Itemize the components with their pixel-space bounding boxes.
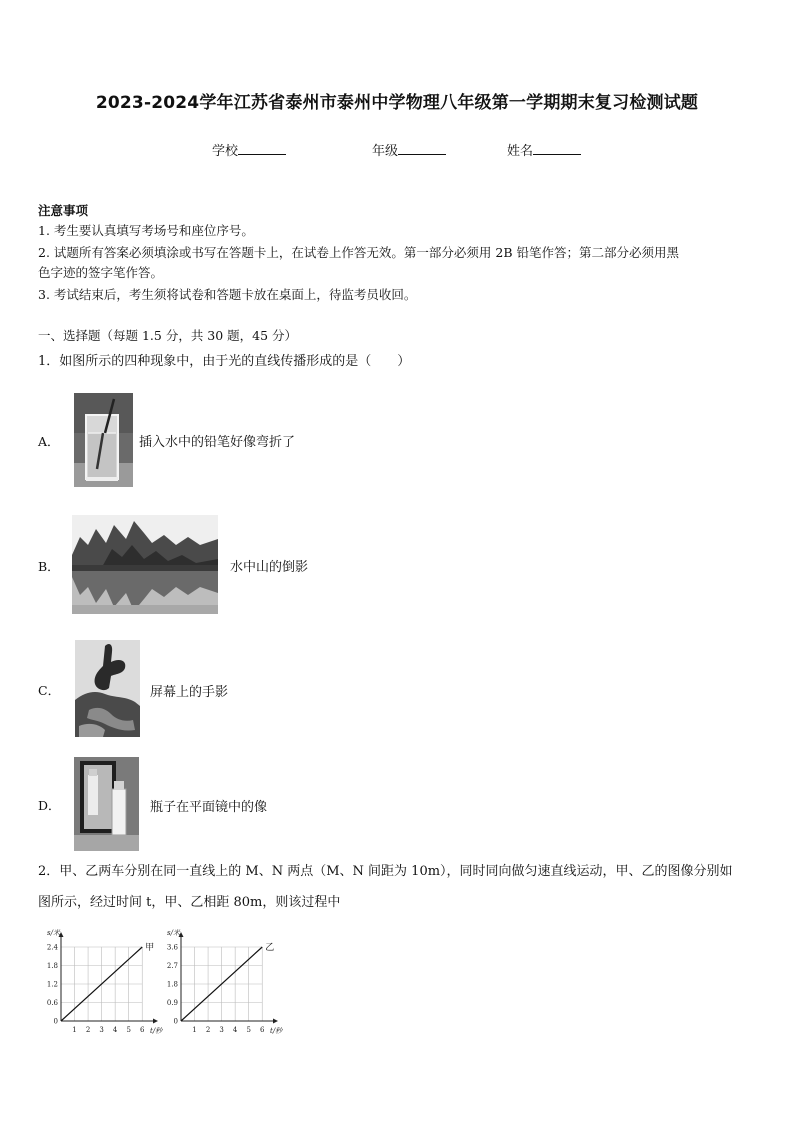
x-tick-label: 3 bbox=[219, 1026, 224, 1034]
grade-field[interactable] bbox=[372, 140, 446, 159]
x-tick-label: 1 bbox=[72, 1026, 77, 1034]
x-tick-label: 2 bbox=[85, 1026, 91, 1034]
school-label: 学校 bbox=[212, 144, 239, 159]
option-a-letter[interactable]: A． bbox=[38, 434, 60, 449]
notice-item: 1. 考生要认真填写考场号和座位序号。 bbox=[38, 223, 254, 238]
y-axis-label: s/米 bbox=[167, 929, 180, 937]
mountain-reflection-photo bbox=[72, 515, 218, 614]
question-2-stem-line2: 图所示，经过时间 t，甲、乙相距 80m，则该过程中 bbox=[38, 895, 341, 910]
y-tick-label: 1.2 bbox=[46, 980, 58, 989]
hand-shadow-photo bbox=[75, 640, 140, 737]
x-axis-label: t/秒 bbox=[270, 1027, 283, 1035]
page-title: 2023-2024学年江苏省泰州市泰州中学物理八年级第一学期期末复习检测试题 bbox=[95, 93, 699, 113]
chart-jia bbox=[38, 928, 163, 1038]
option-d-text: 瓶子在平面镜中的像 bbox=[150, 800, 268, 815]
y-axis-label: s/米 bbox=[47, 929, 60, 937]
x-axis-arrow bbox=[273, 1019, 278, 1024]
notice-item: 2. 试题所有答案必须填涂或书写在答题卡上，在试卷上作答无效。第一部分必须用 2B 铅笔作答；第二部分必须用黑 bbox=[38, 245, 679, 260]
y-tick-label: 3.6 bbox=[166, 943, 178, 952]
notice-heading: 注意事项 bbox=[38, 203, 89, 218]
school-blank[interactable] bbox=[238, 142, 286, 155]
option-b-text: 水中山的倒影 bbox=[230, 560, 309, 575]
name-blank[interactable] bbox=[533, 142, 581, 155]
x-axis-label: t/秒 bbox=[150, 1027, 163, 1035]
chart-yi bbox=[158, 928, 283, 1038]
series-label: 乙 bbox=[265, 943, 275, 953]
grade-blank[interactable] bbox=[398, 142, 446, 155]
section-heading: 一、选择题（每题 1.5 分，共 30 题，45 分） bbox=[38, 328, 298, 343]
y-tick-label: 1.8 bbox=[166, 980, 178, 989]
x-tick-label: 4 bbox=[232, 1026, 238, 1034]
student-info-row bbox=[0, 140, 794, 160]
series-label: 甲 bbox=[145, 943, 155, 953]
notice-item: 3. 考试结束后，考生须将试卷和答题卡放在桌面上，待监考员收回。 bbox=[38, 287, 417, 302]
question-2-stem-line1: 2．甲、乙两车分别在同一直线上的 M、N 两点（M、N 间距为 10m），同时同向做匀速直线运动，甲、乙的图像分别如 bbox=[38, 864, 733, 879]
x-tick-label: 1 bbox=[192, 1026, 197, 1034]
y-tick-label: 0.9 bbox=[166, 999, 178, 1007]
question-1-stem: 1．如图所示的四种现象中，由于光的直线传播形成的是（ ） bbox=[38, 354, 411, 369]
x-tick-label: 3 bbox=[99, 1026, 104, 1034]
name-field[interactable] bbox=[507, 140, 581, 159]
x-tick-label: 5 bbox=[126, 1026, 131, 1034]
school-field[interactable] bbox=[212, 140, 286, 159]
x-tick-label: 4 bbox=[112, 1026, 118, 1034]
x-tick-label: 5 bbox=[246, 1026, 251, 1034]
y-tick-label: 2.4 bbox=[46, 943, 58, 952]
y-tick-label: 0 bbox=[173, 1017, 178, 1026]
grade-label: 年级 bbox=[372, 144, 399, 159]
x-tick-label: 6 bbox=[259, 1026, 265, 1034]
option-c-letter[interactable]: C． bbox=[38, 683, 61, 698]
name-label: 姓名 bbox=[507, 144, 534, 159]
option-c-text: 屏幕上的手影 bbox=[150, 685, 229, 700]
bottle-mirror-photo bbox=[74, 757, 139, 851]
y-tick-label: 1.8 bbox=[46, 962, 58, 970]
y-tick-label: 0.6 bbox=[46, 999, 58, 1007]
x-tick-label: 6 bbox=[139, 1026, 145, 1034]
option-d-letter[interactable]: D． bbox=[38, 798, 61, 813]
pencil-in-water-photo bbox=[74, 393, 133, 487]
x-tick-label: 2 bbox=[205, 1026, 211, 1034]
notice-item: 色字迹的签字笔作答。 bbox=[38, 265, 164, 280]
y-tick-label: 2.7 bbox=[166, 962, 178, 970]
y-tick-label: 0 bbox=[53, 1017, 58, 1026]
option-b-letter[interactable]: B． bbox=[38, 559, 60, 574]
option-a-text: 插入水中的铅笔好像弯折了 bbox=[139, 435, 296, 450]
